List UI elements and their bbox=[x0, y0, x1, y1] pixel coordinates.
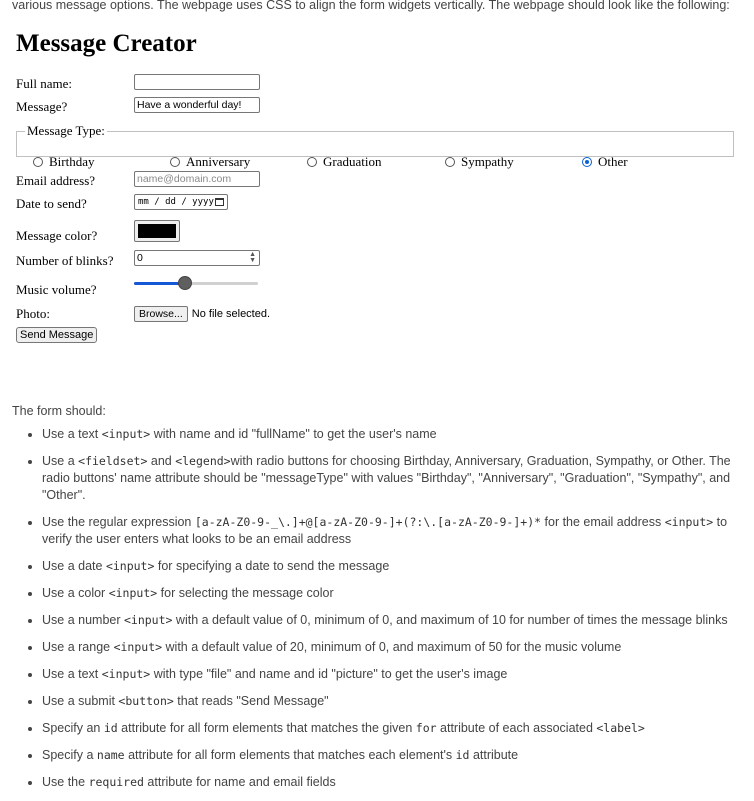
radio-button[interactable] bbox=[170, 157, 180, 167]
date-input[interactable] bbox=[134, 194, 228, 210]
message-type-legend: Message Type: bbox=[27, 123, 105, 138]
requirement-item: • Specify an id attribute for all form elements that matches the given for attribute of each associated <label> bbox=[42, 720, 752, 737]
radio-label: Other bbox=[598, 154, 628, 169]
code-snippet: <fieldset> bbox=[78, 454, 148, 468]
code-snippet: <legend> bbox=[175, 454, 231, 468]
requirement-item: • Use the required attribute for name and email fields bbox=[42, 774, 752, 791]
code-snippet: <input> bbox=[105, 559, 155, 573]
send-message-button[interactable]: Send Message bbox=[16, 327, 97, 343]
requirements-heading: The form should: bbox=[12, 404, 106, 418]
message-label: Message? bbox=[16, 99, 68, 114]
volume-label: Music volume? bbox=[16, 282, 97, 297]
radio-button[interactable] bbox=[445, 157, 455, 167]
code-snippet: id bbox=[103, 721, 118, 735]
calendar-icon[interactable] bbox=[215, 198, 224, 206]
form-preview bbox=[12, 24, 740, 354]
radio-button[interactable] bbox=[307, 157, 317, 167]
full-name-input[interactable] bbox=[134, 74, 260, 90]
full-name-label: Full name: bbox=[16, 76, 72, 91]
code-snippet: <input> bbox=[108, 586, 158, 600]
code-snippet: [a-zA-Z0-9-_\.]+@[a-zA-Z0-9-]+(?:\.[a-zA-Z0-9-]+)* bbox=[194, 515, 542, 529]
radio-button[interactable] bbox=[582, 157, 592, 167]
radio-option-sympathy[interactable] bbox=[445, 154, 514, 170]
requirement-item: • Use a color <input> for selecting the message color bbox=[42, 585, 752, 602]
date-label: Date to send? bbox=[16, 196, 87, 211]
email-input[interactable]: name@domain.com bbox=[134, 171, 260, 187]
radio-option-anniversary[interactable] bbox=[170, 154, 250, 170]
code-snippet: required bbox=[88, 775, 144, 789]
message-input[interactable]: Have a wonderful day! bbox=[134, 97, 260, 113]
spinner-icon[interactable]: ▲ ▼ bbox=[249, 251, 256, 264]
requirement-item: • Use the regular expression [a-zA-Z0-9-_\.]+@[a-zA-Z0-9-]+(?:\.[a-zA-Z0-9-]+)* for the email address <input> to verify the user enters what looks to be an email address bbox=[42, 514, 752, 548]
radio-label: Sympathy bbox=[461, 154, 514, 169]
requirement-item: • Use a date <input> for specifying a date to send the message bbox=[42, 558, 752, 575]
requirement-item: • Use a <fieldset> and <legend>with radio buttons for choosing Birthday, Anniversary, Graduation, Sympathy, or Other. The radio buttons' name attribute should be "messageType" with values "Birthday", "Anniversary", "Graduation", "Sympathy", and "Other". bbox=[42, 453, 752, 504]
code-snippet: name bbox=[96, 748, 125, 762]
intro-text: various message options. The webpage uses CSS to align the form widgets vertically. The webpage should look like the following: bbox=[12, 0, 730, 12]
code-snippet: <input> bbox=[113, 640, 163, 654]
radio-label: Anniversary bbox=[186, 154, 251, 169]
code-snippet: <input> bbox=[123, 613, 173, 627]
code-snippet: for bbox=[415, 721, 437, 735]
date-placeholder: mm / dd / yyyy bbox=[138, 197, 214, 207]
radio-option-other[interactable] bbox=[582, 154, 628, 170]
color-swatch bbox=[138, 224, 176, 238]
code-snippet: <input> bbox=[101, 667, 151, 681]
radio-button[interactable] bbox=[33, 157, 43, 167]
browse-button[interactable]: Browse... bbox=[134, 306, 188, 322]
radio-label: Birthday bbox=[49, 154, 95, 169]
message-type-fieldset bbox=[16, 123, 734, 169]
page-title: Message Creator bbox=[16, 30, 197, 57]
code-snippet: <label> bbox=[596, 721, 645, 735]
color-input[interactable] bbox=[134, 220, 180, 242]
radio-option-graduation[interactable] bbox=[307, 154, 381, 170]
code-snippet: <button> bbox=[118, 694, 174, 708]
requirements-list bbox=[28, 426, 752, 801]
requirement-item: • Use a text <input> with type "file" and name and id "picture" to get the user's image bbox=[42, 666, 752, 683]
requirement-item: • Use a submit <button> that reads "Send Message" bbox=[42, 693, 752, 710]
no-file-text: No file selected. bbox=[191, 308, 271, 320]
requirement-item: • Use a range <input> with a default value of 20, minimum of 0, and maximum of 50 for the music volume bbox=[42, 639, 752, 656]
requirement-item: • Use a text <input> with name and id "fullName" to get the user's name bbox=[42, 426, 752, 443]
email-label: Email address? bbox=[16, 173, 96, 188]
slider-thumb[interactable] bbox=[178, 276, 192, 290]
radio-label: Graduation bbox=[323, 154, 382, 169]
volume-slider[interactable] bbox=[134, 275, 258, 291]
blinks-label: Number of blinks? bbox=[16, 253, 114, 268]
code-snippet: <input> bbox=[101, 427, 151, 441]
photo-label: Photo: bbox=[16, 306, 50, 321]
radio-option-birthday[interactable] bbox=[33, 154, 95, 170]
code-snippet: <input> bbox=[664, 515, 714, 529]
blinks-input[interactable] bbox=[134, 250, 260, 266]
requirement-item: • Use a number <input> with a default value of 0, minimum of 0, and maximum of 10 for number of times the message blinks bbox=[42, 612, 752, 629]
color-label: Message color? bbox=[16, 228, 98, 243]
code-snippet: id bbox=[455, 748, 470, 762]
requirement-item: • Specify a name attribute for all form elements that matches each element's id attribute bbox=[42, 747, 752, 764]
photo-file-input bbox=[134, 304, 270, 322]
blinks-value: 0 bbox=[137, 252, 143, 264]
